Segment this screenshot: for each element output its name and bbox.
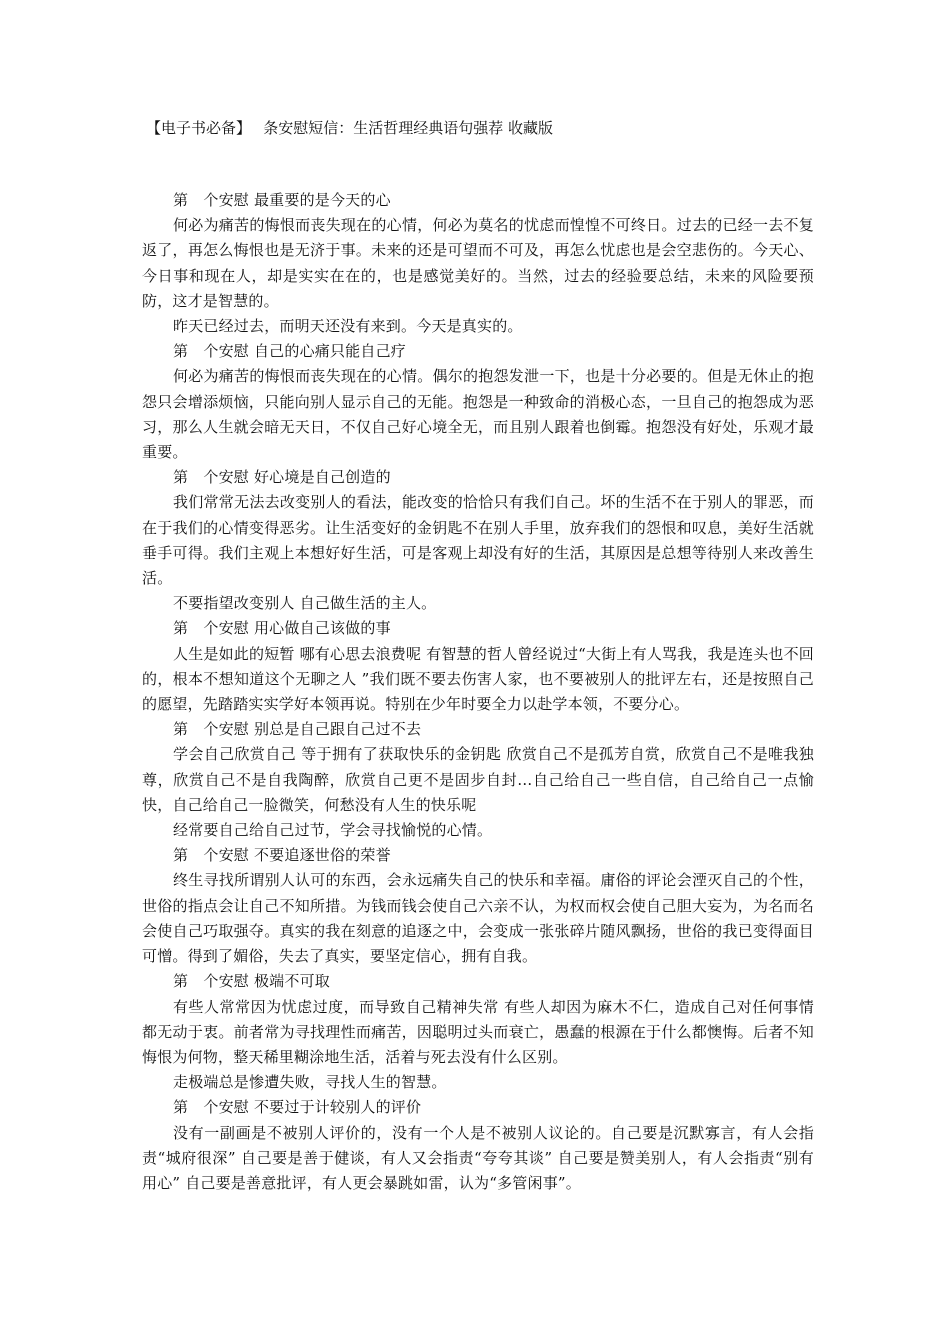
section-heading: 第 个安慰 用心做自己该做的事 bbox=[173, 619, 391, 638]
section-heading: 第 个安慰 自己的心痛只能自己疗 bbox=[173, 342, 406, 361]
body-paragraph: 人生是如此的短暂 哪有心思去浪费呢 有智慧的哲人曾经说过“大街上有人骂我，我是连头也不回的，根本不想知道这个无聊之人 ”我们既不要去伤害人家，也不要被别人的批评左右，还是按照自己的愿望，先踏踏实实学好本领再说。特别在少年时要全力以赴学本领，不要分心。 bbox=[142, 644, 815, 714]
section-heading: 第 个安慰 不要追逐世俗的荣誉 bbox=[173, 846, 391, 865]
section-heading: 第 个安慰 好心境是自己创造的 bbox=[173, 468, 391, 487]
body-paragraph: 终生寻找所谓别人认可的东西，会永远痛失自己的快乐和幸福。庸俗的评论会湮灭自己的个性，世俗的指点会让自己不知所措。为钱而钱会使自己六亲不认，为权而权会使自己胆大妄为，为名而名会使自己巧取强夺。真实的我在刻意的追逐之中，会变成一张张碎片随风飘扬，世俗的我已变得面目可憎。得到了媚俗，失去了真实，要坚定信心，拥有自我。 bbox=[142, 871, 814, 966]
body-paragraph: 昨天已经过去，而明天还没有来到。今天是真实的。 bbox=[173, 317, 523, 336]
body-paragraph: 没有一副画是不被别人评价的，没有一个人是不被别人议论的。自己要是沉默寡言，有人会指责“城府很深” 自己要是善于健谈，有人又会指责“夸夸其谈” 自己要是赞美别人，有人会指责“别有用心” 自己要是善意批评，有人更会暴跳如雷，认为“多管闲事”。 bbox=[142, 1123, 814, 1192]
body-paragraph: 学会自己欣赏自己 等于拥有了获取快乐的金钥匙 欣赏自己不是孤芳自赏，欣赏自己不是唯我独尊，欣赏自己不是自我陶醉，欣赏自己更不是固步自封…自己给自己一些自信，自己给自己一点愉快，自己给自己一脸微笑，何愁没有人生的快乐呢 bbox=[142, 745, 814, 814]
section-heading: 第 个安慰 别总是自己跟自己过不去 bbox=[173, 720, 422, 739]
body-paragraph: 经常要自己给自己过节，学会寻找愉悦的心情。 bbox=[173, 821, 493, 840]
body-paragraph: 何必为痛苦的悔恨而丧失现在的心情。偶尔的抱怨发泄一下，也是十分必要的。但是无休止的抱怨只会增添烦恼，只能向别人显示自己的无能。抱怨是一种致命的消极心态，一旦自己的抱怨成为恶习，那么人生就会暗无天日，不仅自己好心境全无，而且别人跟着也倒霉。抱怨没有好处，乐观才最重要。 bbox=[142, 367, 814, 462]
document-body bbox=[142, 188, 814, 1196]
body-paragraph: 有些人常常因为忧虑过度，而导致自己精神失常 有些人却因为麻木不仁，造成自己对任何事情都无动于衷。前者常为寻找理性而痛苦，因聪明过头而衰亡，愚蠢的根源在于什么都懊悔。后者不知悔恨为何物，整天稀里糊涂地生活，活着与死去没有什么区别。 bbox=[142, 997, 814, 1066]
section-heading: 第 个安慰 极端不可取 bbox=[173, 972, 330, 991]
section-heading: 第 个安慰 不要过于计较别人的评价 bbox=[173, 1098, 422, 1117]
body-paragraph: 不要指望改变别人 自己做生活的主人。 bbox=[173, 594, 437, 613]
body-paragraph: 我们常常无法去改变别人的看法，能改变的恰恰只有我们自己。坏的生活不在于别人的罪恶，而在于我们的心情变得恶劣。让生活变好的金钥匙不在别人手里，放弃我们的怨恨和叹息，美好生活就垂手可得。我们主观上本想好好生活，可是客观上却没有好的生活，其原因是总想等待别人来改善生活。 bbox=[142, 493, 814, 588]
document-title: 【电子书必备】 条安慰短信：生活哲理经典语句强荐 收藏版 bbox=[146, 119, 554, 137]
section-heading: 第 个安慰 最重要的是今天的心 bbox=[173, 191, 391, 209]
body-paragraph: 何必为痛苦的悔恨而丧失现在的心情，何必为莫名的忧虑而惶惶不可终日。过去的已经一去不复返了，再怎么悔恨也是无济于事。未来的还是可望而不可及，再怎么忧虑也是会空悲伤的。今天心、今日事和现在人，却是实实在在的，也是感觉美好的。当然，过去的经验要总结，未来的风险要预防，这才是智慧的。 bbox=[142, 216, 814, 310]
body-paragraph: 走极端总是惨遭失败，寻找人生的智慧。 bbox=[173, 1073, 447, 1092]
